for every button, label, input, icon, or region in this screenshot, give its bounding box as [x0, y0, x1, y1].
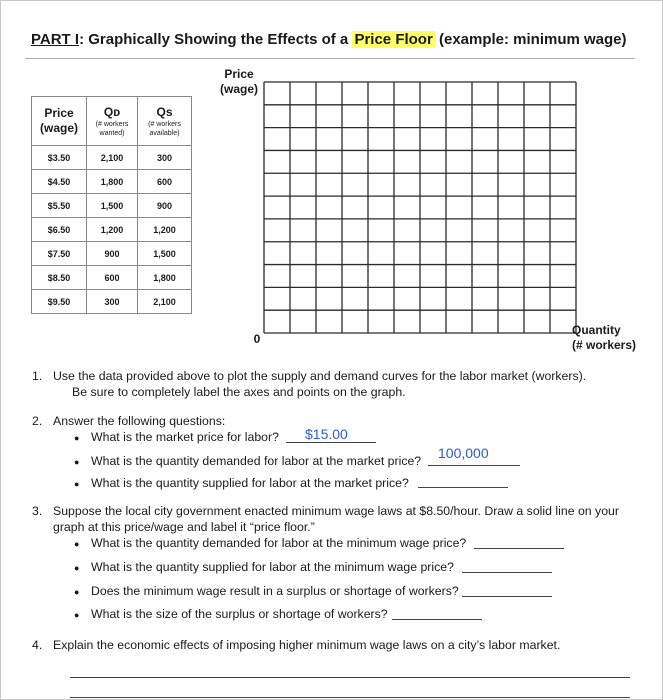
- q3-bullet-1: ●: [74, 539, 80, 549]
- wage-table: [31, 96, 192, 314]
- q2-b2: What is the quantity demanded for labor at the market price?: [91, 454, 422, 468]
- q4-answer-line-2[interactable]: [70, 697, 630, 698]
- title-rule: [25, 58, 635, 59]
- header-price: Price (wage): [32, 97, 87, 146]
- title-highlight: Price Floor: [354, 31, 433, 48]
- title-prefix: : Graphically Showing the Effects of a: [79, 31, 353, 48]
- q2-b3-blank[interactable]: [418, 487, 508, 488]
- origin-label: 0: [253, 332, 261, 346]
- q3-number: 3.: [32, 504, 43, 518]
- q3-b1-blank[interactable]: [474, 548, 564, 549]
- table-row: $5.50 1,500 900: [32, 194, 192, 218]
- table-row: $6.50 1,200 1,200: [32, 218, 192, 242]
- table-row: $3.50 2,100 300: [32, 146, 192, 170]
- q4-text: Explain the economic effects of imposing higher minimum wage laws on a city’s labor market.: [53, 638, 561, 652]
- q2-b2-blank: [428, 465, 520, 466]
- table-row: $9.50 300 2,100: [32, 290, 192, 314]
- q3-b4: What is the size of the surplus or shortage of workers?: [91, 607, 388, 621]
- q2-b1-blank: [286, 442, 376, 443]
- q2-b1-answer[interactable]: $15.00: [305, 426, 348, 442]
- q3-bullet-2: ●: [74, 563, 80, 573]
- title-part: PART I: [31, 31, 80, 48]
- q3-b3-blank[interactable]: [462, 596, 552, 597]
- q2-bullet-3: ●: [74, 479, 80, 489]
- q2-b3: What is the quantity supplied for labor at the market price?: [91, 476, 409, 490]
- page-title: [31, 31, 627, 48]
- q4-answer-line-1[interactable]: [70, 677, 630, 678]
- q3-b2: What is the quantity supplied for labor at the minimum wage price?: [91, 560, 454, 574]
- table-row: $8.50 600 1,800: [32, 266, 192, 290]
- blank-graph-grid[interactable]: [250, 78, 580, 340]
- q2-intro: Answer the following questions:: [53, 414, 226, 428]
- q2-bullet-2: ●: [74, 457, 80, 467]
- q3-line2: graph at this price/wage and label it “price floor.”: [53, 520, 315, 534]
- y-axis-label: Price (wage): [219, 67, 258, 96]
- q3-b3: Does the minimum wage result in a surplus or shortage of workers?: [91, 584, 459, 598]
- q1-line2: Be sure to completely label the axes and points on the graph.: [72, 385, 406, 399]
- q2-number: 2.: [32, 414, 43, 428]
- q3-b4-blank[interactable]: [392, 619, 482, 620]
- q3-bullet-4: ●: [74, 610, 80, 620]
- q3-b2-blank[interactable]: [462, 572, 552, 573]
- q3-b1: What is the quantity demanded for labor at the minimum wage price?: [91, 536, 467, 550]
- q3-line1: Suppose the local city government enacted minimum wage laws at $8.50/hour. Draw a solid line on your: [53, 504, 619, 518]
- q1-line1: Use the data provided above to plot the supply and demand curves for the labor market (workers).: [53, 369, 587, 383]
- title-suffix: (example: minimum wage): [434, 31, 627, 48]
- q1-number: 1.: [32, 369, 43, 383]
- q2-b1: What is the market price for labor?: [91, 430, 279, 444]
- header-qs: Qs (# workers available): [138, 97, 192, 146]
- q3-bullet-3: ●: [74, 587, 80, 597]
- q4-number: 4.: [32, 638, 43, 652]
- table-row: $7.50 900 1,500: [32, 242, 192, 266]
- q2-b2-answer[interactable]: 100,000: [438, 445, 489, 461]
- table-row: $4.50 1,800 600: [32, 170, 192, 194]
- q2-bullet-1: ●: [74, 433, 80, 443]
- header-qd: Qᴅ (# workers wanted): [87, 97, 138, 146]
- x-axis-label: Quantity (# workers): [572, 323, 637, 352]
